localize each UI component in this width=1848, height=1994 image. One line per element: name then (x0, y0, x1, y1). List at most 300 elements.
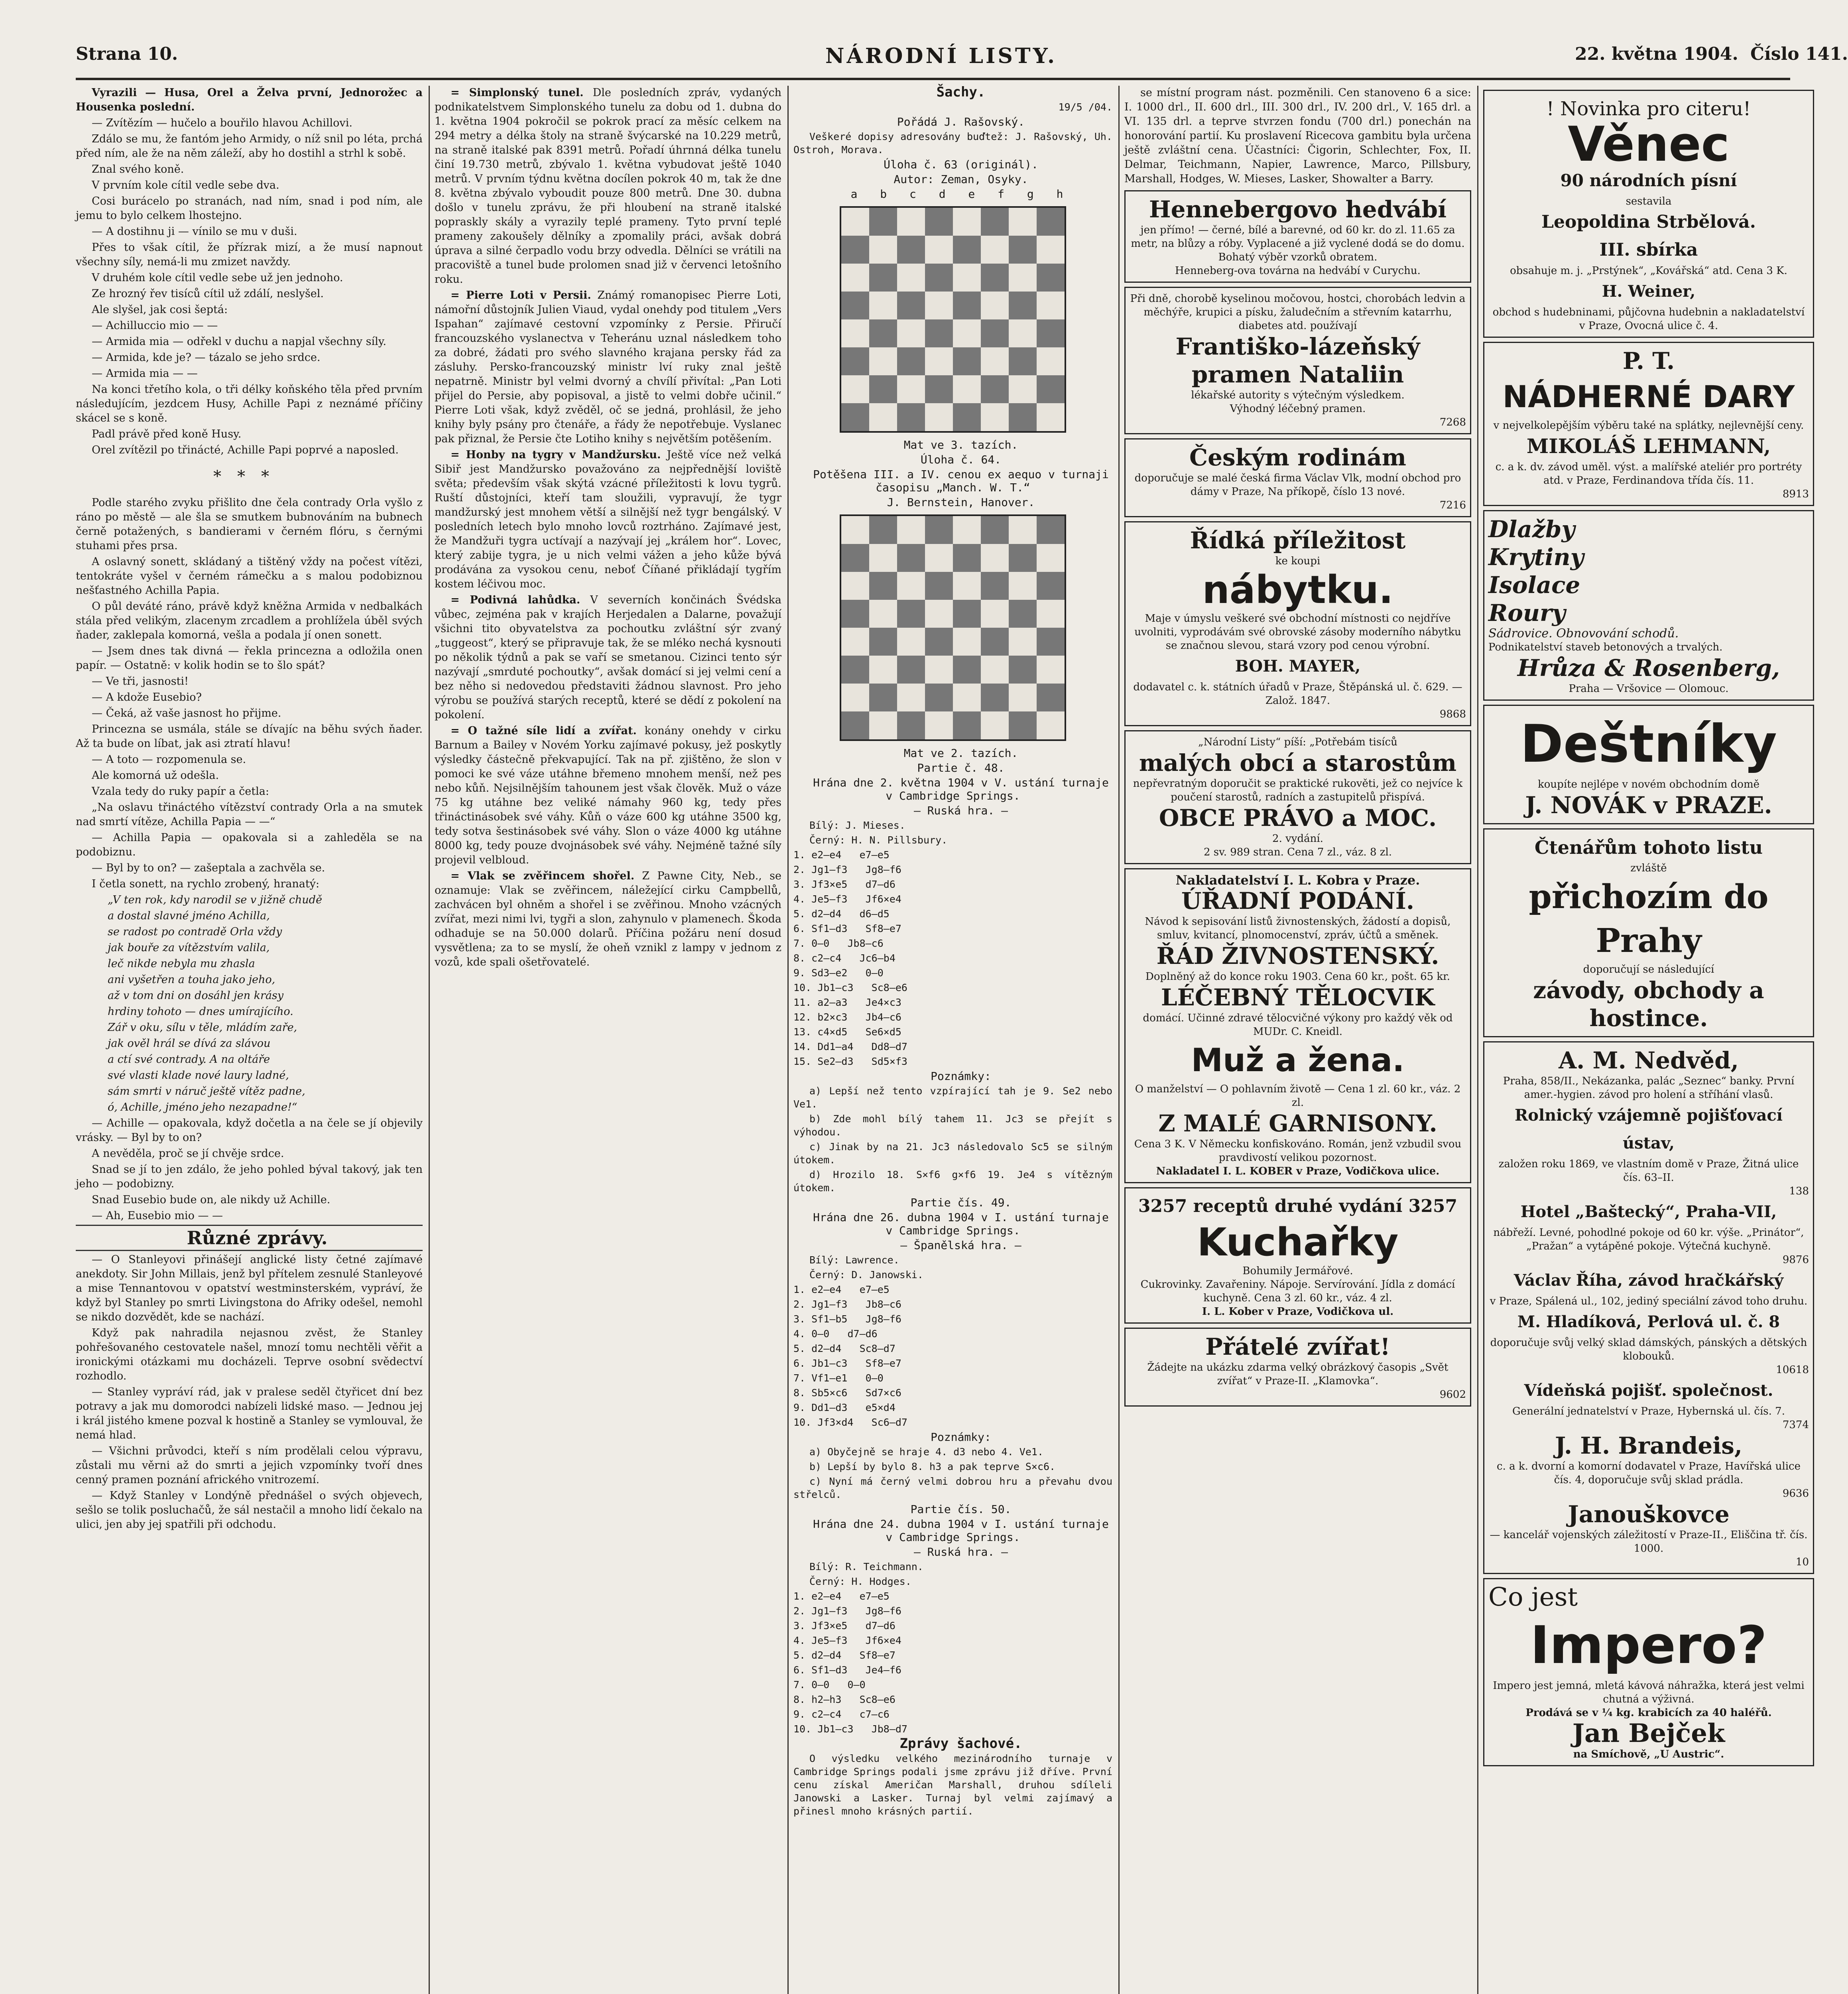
board-square (841, 572, 869, 600)
board-square (869, 684, 897, 711)
news-item-title: = Simplonský tunel. (451, 87, 584, 99)
ad-hotel-text: nábřeží. Levné, pohodlné pokoje od 60 kr. výše. „Prinátor“, „Pražan“ a vytápěné pokoje. Výtečná kuchyně. (1493, 1227, 1804, 1252)
game-note: c) Jinak by na 21. Jc3 následovalo Sc5 se silným útokem. (793, 1141, 1112, 1166)
board-square (1009, 403, 1037, 431)
news-paragraph: — Když Stanley v Londýně přednášel o svých objevech, sešlo se tolik posluchačů, že sál nestačil a mnoho lidí čekalo na ulici, jen aby jej spatřili při odchodu. (76, 1490, 423, 1531)
ad-natalie-mid: lékařské autority s výtečným výsledkem. (1191, 389, 1405, 401)
column-misc-news (435, 86, 781, 1994)
ad-uradni-podani: ÚŘADNÍ PODÁNÍ. (1181, 887, 1415, 914)
column-rule (1118, 86, 1120, 1994)
board-square (1009, 656, 1037, 684)
news-items (76, 1253, 423, 1532)
board-square (897, 403, 925, 431)
game-move: 2. Jg1—f3 Jg8—f6 (793, 1605, 901, 1617)
board-square (869, 347, 897, 375)
chess-board-63 (840, 206, 1066, 433)
board-square (1009, 347, 1037, 375)
board-square (869, 292, 897, 319)
ad-janouskovce: Janouškovce (1568, 1501, 1730, 1528)
paragraph: Snad se jí to jen zdálo, že jeho pohled býval takový, jak ten jeho — podobizny. (76, 1163, 423, 1190)
paragraph: O půl deváté ráno, právě když kněžna Armida v nedbalkách stála před velikým, zlacenym zrcadlem a prohlížela úběl svých ňader, zaklepala komorná, vešla a podala jí onen sonett. (76, 600, 423, 641)
lead-paragraph: Vyrazili — Husa, Orel a Želva první, Jednorožec a Housenka poslední. (76, 87, 423, 113)
board-square (841, 292, 869, 319)
ad-uradni-text: Návod k sepisování listů živnostenských, žádostí a dopisů, smluv, kvitancí, plnomocenství, zpráv, účtů a směnek. (1145, 916, 1451, 941)
board-square (1009, 544, 1037, 572)
ad-rolnicky: Rolnický vzájemně pojišťovací ústav, (1515, 1106, 1783, 1153)
board-square (1037, 208, 1065, 236)
paragraph: Cosi burácelo po stranách, nad ním, snad i pod ním, ale jemu to bylo celkem lhostejno. (76, 195, 423, 222)
page-header (76, 44, 1848, 76)
verse-line: své vlasti klade nové laury ladné, (108, 1069, 289, 1082)
board-square (953, 319, 981, 347)
news-paragraph: — O Stanleyovi přinášejí anglické listy četné zajímavé anekdoty. Sir John Millais, jenž byl přítelem zesnulé Stanleyové a mise Tennantovou v opatství westminsterském, vypráví, že když byl Stanley po smrti Livingstona do Afriky odešel, nemohl se nikdo dozvědět, kde se nachází. (76, 1253, 423, 1323)
verse-line: Zář v oku, sílu v těle, mládím zaře, (108, 1021, 297, 1034)
board-square (1037, 319, 1065, 347)
board-square (981, 375, 1009, 403)
board-square (897, 600, 925, 628)
news-item (435, 724, 781, 867)
news-item (435, 593, 781, 722)
board-square (953, 264, 981, 292)
ad-obce-price: 2 sv. 989 stran. Cena 7 zl., váz. 8 zl. (1203, 846, 1392, 858)
ad-rodinam-title: Českým rodinám (1189, 444, 1407, 471)
game-move: 2. Jg1—f3 Jb8—c6 (793, 1298, 901, 1310)
paragraph: Ale slyšel, jak cosi šeptá: (92, 303, 228, 316)
ad-henneberg-firm: Henneberg-ova továrna na hedvábí v Curychu. (1175, 265, 1421, 277)
ad-natalie-title: Františko-lázeňský pramen Nataliin (1175, 333, 1420, 388)
board-square (1037, 375, 1065, 403)
header-rule (76, 78, 1790, 80)
feuilleton-text-2 (76, 496, 423, 891)
ad-nedved: A. M. Nedvěd, (1559, 1047, 1739, 1074)
game-move: 10. Jb1—c3 Sc8—e6 (793, 982, 907, 993)
column-chess (793, 86, 1112, 1994)
ad-venec-addr: obchod s hudebninami, půjčovna hudebnin a nakladatelství v Praze, Ovocná ulice č. 4. (1492, 306, 1805, 332)
ad-ctenarum-big2: závody, obchody a hostince. (1533, 977, 1764, 1032)
paragraph: — Ve tři, jasnosti! (92, 675, 189, 688)
ad-kucharky-title: Kuchařky (1197, 1220, 1399, 1265)
ad-janouskovce-text: — kancelář vojenských záležitostí v Praze-II., Eliščina tř. čís. 1000. (1490, 1529, 1808, 1555)
paragraph: A oslavný sonett, skládaný a tištěný vždy na počest vítězi, tentokráte vyšel v černém rámečku a s malou podobiznou nešťastného Achilla Papia. (76, 556, 423, 597)
ad-venec-title: Věnec (1568, 117, 1730, 172)
board-square (897, 208, 925, 236)
ad-kucharky-firm: I. L. Kober v Praze, Vodičkova ul. (1202, 1306, 1394, 1318)
ad-ctenarum-sub: zvláště (1630, 862, 1667, 874)
board-square (953, 208, 981, 236)
paragraph: I četla sonett, na rychlo zrobený, hranatý: (92, 878, 320, 890)
ad-zvirat-title: Přátelé zvířat! (1205, 1333, 1390, 1360)
paragraph: V druhém kole cítil vedle sebe už jen jednoho. (92, 272, 343, 284)
problem-64-title: Úloha č. 64. (920, 453, 1002, 466)
news-item (435, 86, 781, 287)
board-square (897, 628, 925, 656)
board-square (981, 319, 1009, 347)
ad-kober-firm: Nakladatel I. L. KOBER v Praze, Vodičkova ulice. (1156, 1165, 1440, 1177)
verse-line: ani vyšetřen a touha jako jeho, (108, 973, 276, 986)
ad-dlazby-1: Dlažby (1488, 516, 1575, 543)
board-square (897, 711, 925, 739)
column-ads-2 (1483, 86, 1814, 1994)
board-square (1037, 600, 1065, 628)
problem-64-caption: Mat ve 2. tazích. (903, 747, 1018, 760)
paragraph: A nevěděla, proč se jí chvěje srdce. (92, 1147, 284, 1160)
ad-nabytek-text: Maje v úmyslu veškeré své obchodní místnosti co nejdříve uvolniti, vyprodávám své obrovské zásoby moderního nábytku se značnou slevou, stará vzory pod cenou výrobní. (1134, 613, 1461, 652)
game-move: 7. 0—0 Jb8—c6 (793, 938, 884, 949)
ad-nabytek-num: 9868 (1439, 708, 1466, 720)
game-white: Bílý: R. Teichmann. (809, 1561, 923, 1572)
verse-line: se radost po contradě Orla vždy (108, 926, 282, 938)
ad-nabytek-title: Řídká příležitost (1190, 527, 1406, 554)
paragraph: — Čeká, až vaše jasnost ho přijme. (92, 707, 281, 719)
game-move: 1. e2—e4 e7—e5 (793, 1590, 890, 1602)
feuilleton-text (76, 116, 423, 457)
board-square (953, 600, 981, 628)
paragraph: Padl právě před koně Husy. (92, 428, 242, 440)
board-square (925, 347, 953, 375)
board-square (981, 544, 1009, 572)
verse-line: sám smrti v náruč ještě vítěz padne, (108, 1085, 305, 1097)
problem-63-title: Úloha č. 63 (originál). (884, 158, 1038, 171)
board-square (953, 403, 981, 431)
ad-dlazby-addr: Praha — Vršovice — Olomouc. (1569, 683, 1729, 695)
board-square (869, 264, 897, 292)
ad-natalie-num: 7268 (1439, 416, 1466, 428)
ad-videnska: Vídeňská pojišť. společnost. (1524, 1381, 1773, 1400)
ad-natalie-left: Při dně, chorobě kyselinou močovou, hostci, chorobách ledvin a měchýře, krupici a písku, žaludečním a střevním katarrhu, diabetes atd. používají (1130, 293, 1466, 332)
board-square (925, 208, 953, 236)
board-square (1037, 711, 1065, 739)
board-square (897, 236, 925, 264)
news-item (435, 869, 781, 969)
ad-garnisony-text: Cena 3 K. V Německu konfiskováno. Román, jenž vzbudil svou pravdivostí velikou pozornost. (1134, 1138, 1462, 1164)
verse-line: hrdiny tohoto — dnes umírajícího. (108, 1005, 293, 1018)
ad-kucharky (1124, 1187, 1471, 1324)
game-white: Bílý: Lawrence. (809, 1254, 899, 1266)
board-square (925, 600, 953, 628)
game-move: 4. 0—0 d7—d6 (793, 1328, 878, 1340)
board-square (897, 375, 925, 403)
board-square (953, 516, 981, 544)
paragraph: Snad Eusebio bude on, ale nikdy už Achille. (92, 1194, 331, 1206)
ad-hotel: Hotel „Baštecký“, Praha-VII, (1520, 1202, 1777, 1221)
paragraph: — Achilluccio mio — — (92, 319, 218, 332)
ad-venec-series: III. sbírka (1599, 240, 1698, 260)
ad-riha-text: v Praze, Spálená ul., 102, jediný speciální závod toho druhu. (1490, 1295, 1808, 1307)
chess-title: Šachy. (936, 84, 986, 100)
ad-videnska-num: 7374 (1782, 1419, 1809, 1431)
chess-editor: Pořádá J. Rašovský. (897, 115, 1025, 128)
game-move: 14. Dd1—a4 Dd8—d7 (793, 1041, 907, 1052)
ad-kucharky-text: Cukrovinky. Zavařeniny. Nápoje. Servírování. Jídla z domácí kuchyně. Cena 3 zl. 60 kr., váz. 4 zl. (1140, 1279, 1455, 1304)
game-opening: — Ruská hra. — (913, 804, 1008, 817)
board-square (981, 236, 1009, 264)
paragraph: Ze hrozný řev tisíců cítil už zdálí, neslyšel. (92, 288, 324, 300)
board-square (897, 572, 925, 600)
board-square (897, 347, 925, 375)
board-square (953, 292, 981, 319)
board-square (925, 236, 953, 264)
news-paragraph: — Všichni průvodci, kteří s ním prodělali celou výpravu, zůstali mu věrni až do smrti a jejich vzpomínky tvoří dnes cenný pramen poznání afrického vnitrozemí. (76, 1445, 423, 1486)
paragraph: — Armida mia — — (92, 367, 198, 380)
ad-muz-a-zena: Muž a žena. (1191, 1042, 1405, 1079)
news-item-text: Dle posledních zpráv, vydaných podnikatelstvem Simplonského tunelu za dobu od 1. dubna do 1. května 1904 pokročil se pokrok prací za měsíc celkem na 294 metry a délka štoly na straně švýcarské na 10.229 metrů, na straně italské pak 8391 metrů. Pořadí úhrnná délka tunelu činí 19.730 metrů, zbývalo 1. května vybudovat ještě 1040 metrů. V prvním týdnu května docílen pokrok 40 m, tak že dne 8. května zbývalo vyboudit pouze 800 metrů. Dne 30. dubna došlo v tunelu zprávu, že při hloubení na straně italské popraskly skály a vyrazily teplé prameny. Tyto první teplé prameny zakoušely dělníky a zpomalily práci, avšak dobrá úprava a silné čerpadlo vodu brzy odvedla. Dělníci se vrátili na pracoviště a tunel bude prolomen snad již v červenci letošního roku. (435, 87, 781, 286)
ad-hladikova-num: 10618 (1776, 1364, 1809, 1376)
game-move: 4. Je5—f3 Jf6×e4 (793, 1635, 901, 1646)
game-move: 11. a2—a3 Je4×c3 (793, 997, 901, 1008)
ad-dlazby-4: Roury (1488, 599, 1566, 627)
news-item-title: = Vlak se zvěřincem shořel. (451, 870, 635, 882)
board-square (981, 628, 1009, 656)
ad-dary-title: NÁDHERNÉ DARY (1502, 379, 1795, 414)
board-square (925, 572, 953, 600)
ad-impero-text: Impero jest jemná, mletá kávová náhražka, která jest velmi chutná a výživná. (1493, 1680, 1805, 1705)
game-move: 3. Jf3×e5 d7—d6 (793, 1620, 895, 1631)
ad-obce-title: „Národní Listy“ píší: „Potřebám tisíců (1198, 736, 1397, 748)
board-square (953, 711, 981, 739)
board-square (981, 264, 1009, 292)
news-paragraph: Když pak nahradila nejasnou zvěst, že Stanley pohřešovaného cestovatele našel, mnozí tomu nechtěli věřit a ironickými otázkami mu docházeli. Teprve osobní svědectví rozhodlo. (76, 1327, 423, 1382)
ad-destniky (1483, 705, 1814, 824)
ad-destniky-firm: J. NOVÁK v PRAZE. (1525, 792, 1772, 819)
game-black: Černý: H. Hodges. (809, 1576, 911, 1587)
board-square (841, 684, 869, 711)
game-move: 5. d2—d4 Sc8—d7 (793, 1343, 895, 1354)
paragraph: Přes to však cítil, že přízrak mizí, a že musí napnout všechny síly, nemá-li mu zmizet navždy. (76, 241, 423, 268)
board-square (981, 600, 1009, 628)
ad-nabytek (1124, 521, 1471, 726)
column-rule (429, 86, 430, 1994)
game-move: 1. e2—e4 e7—e5 (793, 849, 890, 861)
game-title: Partie čís. 50. (910, 1503, 1012, 1516)
ad-nabytek-sub: ke koupi (1275, 555, 1321, 567)
board-square (925, 628, 953, 656)
board-square (1009, 375, 1037, 403)
board-square (841, 347, 869, 375)
board-square (925, 375, 953, 403)
board-square (869, 544, 897, 572)
game-note: d) Hrozilo 18. S×f6 g×f6 19. Je4 s vítězným útokem. (793, 1169, 1112, 1194)
masthead: NÁRODNÍ LISTY. (825, 44, 1057, 68)
ad-brandeis-num: 9636 (1782, 1488, 1809, 1499)
board-square (1009, 292, 1037, 319)
ad-kober-books (1124, 868, 1471, 1183)
chess-news-title: Zprávy šachové. (899, 1736, 1022, 1752)
ad-rad-zivnostensky: ŘÁD ŽIVNOSTENSKÝ. (1156, 942, 1439, 969)
board-square (953, 656, 981, 684)
feuilleton-text-3 (76, 1116, 423, 1223)
ad-venec-by: sestavila (1626, 195, 1672, 207)
ad-brandeis: J. H. Brandeis, (1555, 1432, 1743, 1459)
ad-impero (1483, 1578, 1814, 1766)
paragraph: — Achilla Papia — opakovala si a zahleděla se na podobiznu. (76, 831, 423, 858)
ad-zvirat-num: 9602 (1439, 1389, 1466, 1401)
board-square (869, 236, 897, 264)
board-square (1037, 684, 1065, 711)
ad-nabytek-big: nábytku. (1202, 567, 1393, 612)
paragraph: — A kdože Eusebio? (92, 691, 202, 703)
board-square (897, 264, 925, 292)
board-square (981, 292, 1009, 319)
board-square (841, 600, 869, 628)
ad-videnska-text: Generální jednatelství v Praze, Hybernská ul. čís. 7. (1512, 1405, 1785, 1417)
ad-janouskovce-num: 10 (1795, 1556, 1809, 1568)
board-square (1009, 572, 1037, 600)
board-square (953, 544, 981, 572)
board-square (1009, 264, 1037, 292)
ad-nadherne-dary (1483, 342, 1814, 506)
ad-impero-title: Impero? (1530, 1615, 1767, 1675)
chess-games (793, 761, 1112, 1736)
news-item-text: V severních končinách Švédska vůbec, zejména pak v krajích Herjedalen a Dalarne, považují všichni tito obyvatelstva za pochoutku zvláštní sýr zvaný „tuggeost“, který se připravuje tak, že se mléko nechá kysnouti po několik týdnů a pak se vaří se smetanou. Cizinci tento sýr nazývají „smrduté pochoutky“, avšak domácí si jej velmi cení a bez něho si nedovedou představiti žádnou slavnost. Pro jeho výrobu se používá starých receptů, které se dědí z pokolení na pokolení. (435, 594, 781, 721)
ad-rolnicky-text: založen roku 1869, ve vlastním domě v Praze, Žitná ulice čís. 63–II. (1498, 1158, 1799, 1184)
ad-hotel-num: 9876 (1782, 1254, 1809, 1266)
ad-riha: Václav Říha, závod hračkářský (1513, 1271, 1784, 1290)
board-square (953, 375, 981, 403)
board-square (925, 516, 953, 544)
board-square (925, 684, 953, 711)
game-move: 6. Sf1—d3 Sf8—e7 (793, 923, 901, 934)
news-item (435, 448, 781, 591)
board-square (925, 292, 953, 319)
board-square (869, 656, 897, 684)
ad-zvirat-text: Žádejte na ukázku zdarma velký obrázkový časopis „Svět zvířat“ v Praze-II. „Klamovka“. (1147, 1362, 1448, 1387)
ad-rodinam-num: 7216 (1439, 499, 1466, 511)
misc-news-items (435, 86, 781, 969)
verse-line: jak bouře za vítězstvím valila, (108, 942, 270, 954)
verse-line: jak ověl hrál se dívá za slávou (108, 1037, 271, 1050)
board-square (925, 264, 953, 292)
board-square (869, 403, 897, 431)
ad-hladikova: M. Hladíková, Perlová ul. č. 8 (1517, 1312, 1780, 1331)
paragraph: — Byl by to on? — zašeptala a zachvěla se. (92, 862, 325, 874)
column-rule (1477, 86, 1478, 1994)
board-square (981, 516, 1009, 544)
problem-64-author: J. Bernstein, Hanover. (887, 496, 1035, 509)
ad-impero-top: Co jest (1488, 1582, 1578, 1612)
game-info: Hrána dne 2. května 1904 v V. ustání turnaje v Cambridge Springs. (813, 776, 1109, 802)
paragraph: Znal svého koně. (92, 163, 184, 175)
game-black: Černý: D. Janowski. (809, 1269, 923, 1281)
page-number: Strana 10. (76, 44, 178, 64)
ad-rad-text: Doplněný až do konce roku 1903. Cena 60 kr., pošt. 65 kr. (1145, 971, 1450, 983)
verse-line: a dostal slavné jméno Achilla, (108, 910, 270, 922)
news-item-title: = O tažné síle lidí a zvířat. (451, 725, 637, 737)
board-square (1037, 347, 1065, 375)
chess-note: Veškeré dopisy adresovány buďtež: J. Rašovský, Uh. Ostroh, Morava. (793, 131, 1112, 156)
game-opening: — Ruská hra. — (913, 1545, 1008, 1559)
game-title: Partie č. 48. (917, 761, 1005, 774)
board-square (981, 572, 1009, 600)
verse-line: až v tom dni on dosáhl jen krásy (108, 989, 284, 1002)
board-square (1037, 544, 1065, 572)
ad-destniky-title: Deštníky (1520, 713, 1777, 774)
ad-dary-num: 8913 (1782, 488, 1809, 500)
game-move: 2. Jg1—f3 Jg8—f6 (793, 864, 901, 875)
ad-dary-top: P. T. (1622, 347, 1675, 374)
ad-garnisony: Z MALÉ GARNISONY. (1158, 1110, 1437, 1137)
chess-tournament-text: se místní program nást. pozměnili. Cen stanoveno 6 a sice: I. 1000 drl., II. 600 drl., III. 300 drl., IV. 200 drl., V. 165 drl. a VI. 135 drl. a teprve stvrzen fondu (700 drl.) ponechán na honorování partií. Ku proslavení Ricecova gambitu byla určena ještě zvláštní cena. Účastníci: Čigorin, Schlechter, Fox, II. Delmar, Teichmann, Napier, Lawrence, Marco, Pillsbury, Marshall, Hodges, W. Mieses, Lasker, Showalter a Barry. (1124, 87, 1471, 185)
board-square (1037, 403, 1065, 431)
board-square (869, 516, 897, 544)
ad-ctenarum-top: Čtenářům tohoto listu (1534, 837, 1763, 858)
board-square (953, 572, 981, 600)
board-square (1009, 319, 1037, 347)
game-title: Partie čís. 49. (910, 1196, 1012, 1209)
paragraph: Na konci třetího kola, o tři délky koňského těla před prvním následujícím, jezdcem Husy, Achille Papi z neznámé příčiny skácel se s koně. (76, 383, 423, 424)
ad-nabytek-firm: BOH. MAYER, (1235, 657, 1361, 676)
board-square (869, 375, 897, 403)
ad-brandeis-text: c. a k. dvorní a komorní dodavatel v Praze, Havířská ulice čís. 4, doporučuje svůj sklad prádla. (1497, 1460, 1801, 1486)
news-item-text: Známý romanopisec Pierre Loti, námořní důstojník Julien Viaud, vydal onehdy pod titulem „Vers Ispahan“ zajímavé cestovní vzpomínky z Persie. Přiručí francouzského vyslanectva v Teheránu uznal následkem toho za dobré, žádati pro svého slavného krajana persky řád za zásluhy. Persko-francouzský ministr lví ruky znal ještě nepatrně. Ministr byl velmi dvorný a chvílí přivítal: „Pan Loti přijel do Persie, aby popisoval, a jistě to velmi dobře učinil.“ Pierre Loti však, když zvěděl, oč se jedná, prohlásil, že jeho knihy byly psány pro čtenáře, a řády že nepotřebuje. Vyslanec pak přiznal, že Persie čte Lotiho knihy s největším potěšením. (435, 289, 781, 445)
game-move: 1. e2—e4 e7—e5 (793, 1284, 890, 1295)
board-square (841, 375, 869, 403)
ad-henneberg-title: Hennebergovo hedvábí (1149, 196, 1447, 223)
column-feuilleton (76, 86, 423, 1994)
ad-nabytek-addr: dodavatel c. k. státních úřadů v Praze, Štěpánská ul. č. 629. — Založ. 1847. (1133, 681, 1462, 707)
game-move: 5. d2—d4 Sf8—e7 (793, 1649, 895, 1661)
ad-impero-firm: Jan Bejček (1572, 1718, 1725, 1748)
ad-dlazby (1483, 510, 1814, 701)
game-note: c) Nyní má černý velmi dobrou hru a převahu dvou střelců. (793, 1476, 1112, 1500)
news-item-text: Ještě více než velká Sibiř jest Mandžursko považováno za nejpřednější loviště světa; především však skýtá vzácné příležitosti k lovu tygrů. Ruští důstojníci, kteří tam sloužili, vypravují, že tygr mandžurský jest mnohem větší a silnější než tygr bengálský. V posledních letech bylo mnoho lovců roztrháno. Zajímavé jest, že Mandžuři tygra uctívají a nazývají jej „králem hor“. Lovec, který zabije tygra, je u nich velmi vážen a jeho kůže bývá prodávána za vysokou cenu, neboť Číňané přikládají tygřím kostem léčivou moc. (435, 449, 781, 590)
problem-63-author: Autor: Zeman, Osyky. (893, 173, 1028, 186)
column-ads-1 (1124, 86, 1471, 1994)
ad-dary-text: v nejvelkolepějším výběru také na splátky, nejlevnější ceny. (1493, 420, 1804, 432)
ad-obce-big: malých obcí a starostům (1139, 749, 1457, 776)
board-square (841, 208, 869, 236)
board-square (1037, 516, 1065, 544)
game-move: 3. Sf1—b5 Jg8—f6 (793, 1313, 901, 1325)
ad-pratele-zvirat (1124, 1328, 1471, 1407)
board-square (1009, 516, 1037, 544)
game-move: 8. Sb5×c6 Sd7×c6 (793, 1387, 901, 1399)
board-square (1009, 684, 1037, 711)
board-square (897, 292, 925, 319)
verse-line: ó, Achille, jméno jeho nezapadne!“ (108, 1101, 297, 1113)
paragraph: Zdálo se mu, že fantóm jeho Armidy, o níž snil po léta, prchá před ním, ale že na něm záleží, aby ho dostihl a strhl k sobě. (76, 133, 423, 160)
ad-ceskym-rodinam (1124, 438, 1471, 517)
section-title-news: Různé zprávy. (76, 1225, 423, 1251)
ad-rolnicky-num: 138 (1789, 1185, 1809, 1197)
column-rule (787, 86, 789, 1994)
board-square (981, 347, 1009, 375)
board-square (897, 516, 925, 544)
game-move: 9. Sd3—e2 0—0 (793, 967, 884, 979)
board-square (1009, 628, 1037, 656)
ad-muz-text: O manželství — O pohlavním životě — Cena 1 zl. 60 kr., váz. 2 zl. (1135, 1083, 1461, 1109)
game-note: a) Obyčejně se hraje 4. d3 nebo 4. Ve1. (809, 1446, 1043, 1458)
news-item-title: = Honby na tygry v Mandžursku. (451, 449, 661, 461)
board-square (897, 656, 925, 684)
game-move: 4. Je5—f3 Jf6×e4 (793, 893, 901, 905)
ad-kucharky-author: Bohumily Jermářové. (1242, 1265, 1353, 1277)
paragraph: V prvním kole cítil vedle sebe dva. (92, 179, 279, 191)
ad-venec (1483, 90, 1814, 338)
board-square (869, 208, 897, 236)
news-item-title: = Pierre Loti v Persii. (451, 289, 591, 301)
board-square (897, 544, 925, 572)
news-item (435, 288, 781, 446)
ad-destniky-text: koupíte nejlépe v novém obchodním domě (1538, 778, 1759, 790)
ad-telocvik-text: domácí. Učinné zdravé tělocvičné výkony pro každý věk od MUDr. C. Kneidl. (1143, 1012, 1453, 1038)
board-square (841, 319, 869, 347)
paragraph: Orel zvítězil po třinácté, Achille Papi poprvé a naposled. (92, 444, 399, 456)
ad-venec-text: obsahuje m. j. „Prstýnek“, „Kovářská“ atd. Cena 3 K. (1510, 265, 1787, 277)
paragraph: — Ah, Eusebio mio — — (92, 1210, 223, 1222)
chess-date: 19/5 /04. (1058, 101, 1112, 113)
game-move: 7. Vf1—e1 0—0 (793, 1372, 884, 1384)
game-move: 6. Sf1—d3 Je4—f6 (793, 1664, 901, 1676)
